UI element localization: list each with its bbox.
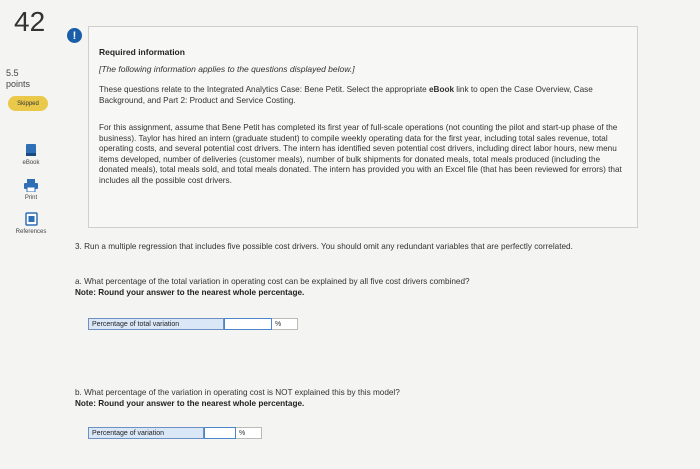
references-button[interactable]: [0, 212, 62, 235]
ebook-button[interactable]: [0, 143, 62, 166]
answer-row-b: [88, 427, 262, 439]
references-label: References: [15, 229, 47, 235]
answer-b-label: Percentage of variation: [88, 427, 204, 439]
answer-b-unit: %: [236, 427, 262, 439]
book-icon: [25, 143, 37, 157]
answer-a-unit: %: [272, 318, 298, 330]
question-a-note: Note: Round your answer to the nearest whole percentage.: [75, 287, 305, 297]
points-info: [6, 68, 30, 90]
question-b: [75, 388, 635, 409]
question-b-note: Note: Round your answer to the nearest whole percentage.: [75, 398, 305, 408]
print-label: Print: [24, 195, 38, 201]
required-information-panel: [88, 26, 638, 228]
required-info-title: Required information: [99, 47, 185, 57]
print-button[interactable]: [0, 179, 62, 201]
question-number: 42: [14, 6, 46, 37]
percentage-variation-input[interactable]: [204, 427, 236, 439]
answer-a-label: Percentage of total variation: [88, 318, 224, 330]
answer-row-a: [88, 318, 298, 330]
case-intro-paragraph: These questions relate to the Integrated Analytics Case: Bene Petit. Select the appropriate eBook link to open the Case Overview, Case Background, and Part 2: Product and Service Costing.: [99, 85, 593, 105]
points-label: points: [6, 79, 31, 89]
alert-icon: !: [67, 28, 82, 43]
assignment-paragraph: For this assignment, assume that Bene Petit has completed its first year of full-scale operations (not counting the pilot and start-up phase of the business). Taylor has hired an intern (graduate student) to compile weekly operating data for the first year, including total sales revenue, total operating costs, and several potential cost drivers. The intern has identified seven potential cost drivers, including direct labor hours, new menu items developed, number of deliveries (customer meals), number of bulk shipments for donated meals, total meals produced (including the donated meals), total meals sold, and total meals donated. The intern has provided you with an Excel file (that has been reviewed for errors) that includes all the possible cost drivers.: [99, 123, 622, 185]
percentage-total-variation-input[interactable]: [224, 318, 272, 330]
ebook-link-text: eBook: [428, 85, 455, 94]
question-3-text: 3. Run a multiple regression that includes five possible cost drivers. You should omit any redundant variables that are perfectly correlated.: [75, 242, 573, 251]
status-badge: Skipped: [8, 96, 48, 111]
required-info-subtitle: [The following information applies to the questions displayed below.]: [99, 64, 355, 74]
ebook-label: eBook: [22, 160, 40, 166]
question-b-text: b. What percentage of the variation in operating cost is NOT explained this by this model?: [75, 388, 400, 397]
references-icon: [25, 212, 38, 226]
printer-icon: [24, 179, 38, 192]
question-a-text: a. What percentage of the total variation in operating cost can be explained by all five cost drivers combined?: [75, 277, 470, 286]
points-value: 5.5: [6, 68, 19, 78]
question-a: [75, 277, 635, 298]
